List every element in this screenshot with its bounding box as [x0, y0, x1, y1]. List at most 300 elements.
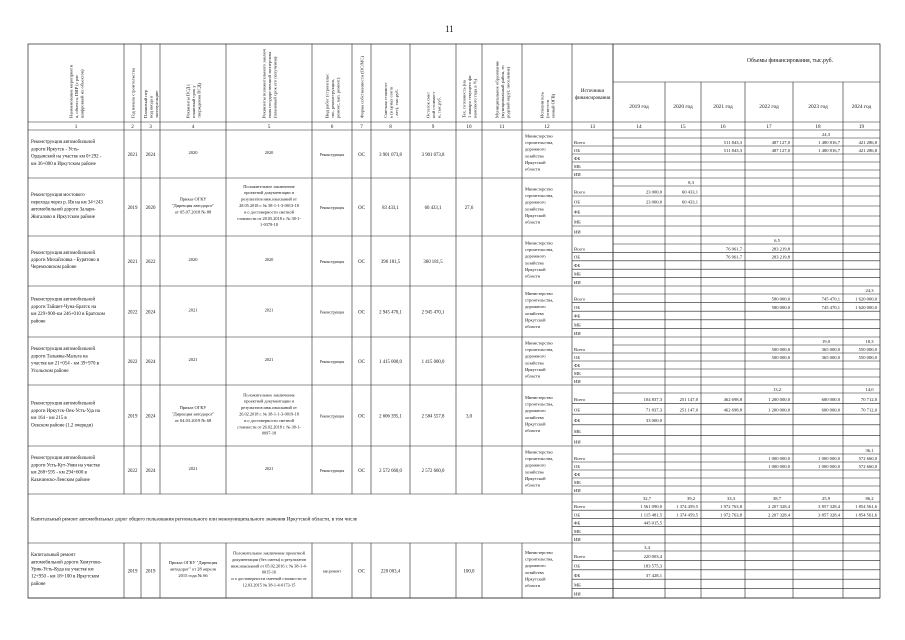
regional-budget-value: 580 000,0: [771, 305, 790, 311]
readiness: 3,0: [465, 414, 473, 420]
source-label: ФБ: [574, 263, 581, 269]
ownership: ОС: [358, 360, 365, 365]
column-header: Форма собственности (ОС/МС): [359, 55, 365, 118]
regional-budget-value: 2 207 328,4: [768, 512, 790, 518]
executor: области: [525, 324, 541, 329]
source-label: ОБ: [574, 148, 580, 153]
source-label: ИИ: [574, 330, 581, 336]
expertise-details: стоимости от 26.02.2018 г. № 38-1-: [237, 424, 301, 430]
work-type: Реконструкция: [319, 360, 345, 364]
column-header: Реквизиты положительного заключ: [261, 48, 267, 118]
executor: дорожного: [525, 253, 546, 259]
total-value: 1 480 816,7: [818, 140, 840, 145]
source-label: ФБ: [574, 313, 581, 319]
project-name: Казачинско-Ленском районе: [31, 477, 90, 483]
expertise-details: Положительное заключение проектной: [233, 550, 305, 556]
executor: хозяйства: [525, 153, 544, 159]
project-name: км 268+595 - км 294+600 в: [31, 470, 87, 476]
total-value: 1 374 459,5: [676, 504, 698, 510]
source-label: МБ: [574, 480, 581, 485]
project-name: Реконструкция мостового: [31, 193, 85, 199]
regional-budget-value: 76 961,7: [725, 254, 742, 260]
executor: хозяйства: [525, 469, 544, 475]
source-label: МБ: [574, 428, 581, 434]
regional-budget-value: 1 480 816,7: [818, 148, 840, 153]
column-number: 19: [858, 124, 865, 130]
source-label: ФБ: [574, 418, 581, 424]
column-number: 17: [766, 124, 772, 130]
ownership: ОС: [358, 206, 365, 211]
executor: дорожного: [525, 563, 546, 569]
column-header: Сметная стоимост: [383, 82, 388, 118]
executor: строительства,: [525, 297, 554, 303]
executor: строительства,: [525, 456, 554, 462]
source-label: ИИ: [574, 591, 581, 597]
source-label: МБ: [574, 322, 581, 328]
column-number: 6: [330, 124, 334, 130]
work-type: Реконструкция: [319, 153, 345, 157]
remaining-cost: 360 181,5: [423, 260, 443, 265]
source-label: Всего: [574, 396, 586, 402]
source-label: ФБ: [574, 209, 581, 215]
project-name: Урик-Усть-Куда на участке км: [31, 567, 94, 573]
project-name: Реконструкция автомобильной: [31, 401, 96, 407]
executor: хозяйства: [525, 360, 544, 366]
total-value: 2 207 328,4: [768, 504, 790, 510]
expertise-details: 2021: [264, 357, 274, 362]
work-type: Реконструкция: [319, 414, 345, 419]
executor: Иркутской: [525, 266, 546, 272]
total-value: 104 837,3: [643, 396, 662, 402]
executor: строительства,: [525, 193, 554, 199]
work-type: Реконструкция: [319, 310, 345, 315]
project-name: Реконструкция автомобильной: [31, 140, 96, 146]
ownership: ОС: [358, 569, 365, 575]
total-value: 421 286,8: [858, 140, 877, 145]
source-label: ОБ: [574, 199, 580, 205]
executor: строительства,: [525, 401, 554, 407]
column-number: 8: [389, 124, 392, 130]
start-year: 2019: [127, 206, 138, 211]
share-percent: 32,7: [642, 496, 652, 501]
year-header: 2020 год: [673, 104, 693, 110]
source-label: МБ: [574, 219, 581, 225]
source-label: ОБ: [574, 407, 580, 413]
source-label: МБ: [574, 164, 581, 169]
share-percent: 8,3: [688, 180, 694, 185]
share-percent: 24,3: [821, 132, 831, 137]
estimated-cost: 2 572 660,0: [379, 469, 402, 474]
column-number: 4: [191, 124, 195, 130]
expertise-details: 26.02.2018 г. № 38-1-1-3-0019-18: [239, 411, 299, 417]
column-header: (ответств: [545, 99, 550, 118]
project-name: км 164 - км 215 в: [31, 416, 67, 422]
column-header: нансового года в %): [472, 78, 478, 118]
column-header: . лет), тыс.руб.: [394, 89, 399, 118]
source-label: ИИ: [574, 229, 581, 235]
source-label: Всего: [574, 504, 586, 510]
total-value: 1 561 090,0: [640, 504, 662, 510]
source-label: ОБ: [574, 305, 580, 311]
column-header: я, объекта, ПИР (с рас: [74, 74, 79, 118]
regional-budget-value: 500 000,0: [771, 355, 790, 360]
source-label: Всего: [574, 296, 586, 302]
executor: дорожного: [525, 408, 546, 414]
work-type: Реконструкция: [319, 206, 345, 210]
remaining-cost: 60 433,1: [424, 206, 442, 211]
project-name: перехода через р. Ия на км 34+243: [31, 200, 103, 206]
regional-budget-value: 1 854 561,6: [855, 512, 877, 518]
source-label: ФБ: [574, 520, 581, 526]
remaining-cost: 1 415 000,0: [421, 360, 445, 365]
regional-budget-value: 1 972 763,8: [720, 512, 742, 518]
estimated-cost: 2 945 470,1: [379, 310, 402, 316]
executor: хозяйства: [525, 260, 544, 266]
source-label: МБ: [574, 271, 581, 277]
total-value: 1 000 000,0: [818, 456, 840, 461]
total-value: 220 003,4: [643, 554, 662, 560]
share-percent: 24,3: [865, 288, 874, 293]
start-year: 2019: [127, 569, 138, 575]
work-type: Реконструкция: [319, 469, 345, 473]
executor: Иркутской: [525, 576, 546, 582]
psd-details: 2021: [188, 307, 198, 313]
source-label: ИИ: [574, 536, 581, 542]
ownership: ОС: [358, 469, 365, 474]
executor: Министерство: [525, 340, 553, 346]
total-value: 1 200 000,0: [768, 396, 790, 402]
executor: области: [525, 482, 541, 488]
source-label: Всего: [574, 140, 586, 145]
column-header: ь (в ценах соотв: [388, 86, 394, 118]
start-year: 2019: [127, 414, 138, 420]
executor: строительства,: [525, 140, 554, 146]
executor: Министерство: [525, 550, 553, 555]
source-label: ИИ: [574, 172, 581, 177]
expertise-details: и о достоверности сметной: [244, 209, 294, 215]
expertise-details: 0015-16: [261, 569, 277, 575]
regional-budget-value: 71 837,3: [645, 407, 662, 413]
expertise-details: 2020: [264, 257, 274, 262]
remaining-cost: 2 584 557,8: [421, 414, 445, 420]
column-header: (муниципальный район, го: [500, 65, 505, 118]
source-label: МБ: [574, 582, 581, 588]
start-year: 2021: [127, 153, 138, 158]
estimated-cost: 3 901 073,8: [379, 153, 402, 158]
executor: Министерство: [525, 240, 553, 246]
total-value: 580 000,0: [771, 296, 790, 302]
share-percent: 38,7: [772, 496, 782, 501]
executor: дорожного: [525, 353, 546, 359]
regional-budget-value: 572 660,0: [858, 464, 877, 469]
total-value: 745 470,1: [821, 296, 840, 302]
executor: строительства,: [525, 347, 554, 353]
estimated-cost: 2 606 395,1: [379, 414, 402, 420]
funding-header: Объемы финансирования, тыс.руб.: [746, 58, 834, 64]
project-name: дороги Михайловка - Бурятово в: [31, 258, 100, 263]
estimated-cost: 396 181,5: [380, 260, 401, 265]
end-year: 2024: [145, 310, 156, 316]
executor: хозяйства: [525, 414, 544, 420]
total-value: 3 857 328,4: [818, 504, 840, 510]
project-name: автомобильной дороги Хомутово-: [31, 560, 102, 566]
project-name: 12+950 - км 18+100 в Иркутском: [31, 574, 100, 580]
column-header: 1 января текущего фи: [467, 75, 472, 118]
source-label: Всего: [574, 189, 586, 195]
year-header: 2021 год: [713, 104, 733, 110]
column-header: ремонт, кап. ремонт): [335, 77, 341, 118]
expertise-details: 2020: [264, 150, 274, 155]
project-name: дороги Иркутск-Оек-Усть-Уда на: [31, 408, 100, 414]
federal-budget-value: 37 428,1: [645, 572, 662, 578]
total-value: 550 000,0: [858, 347, 877, 352]
expertise-details: результатов инж.изысканий от: [241, 196, 297, 202]
psd-details: Приказ ОГКУ: [179, 404, 207, 410]
psd-details: 2020: [188, 257, 198, 262]
regional-budget-value: 23 000,0: [645, 199, 662, 205]
psd-details: 2021: [188, 466, 198, 471]
executor: Иркутской: [525, 421, 546, 427]
estimated-cost: 1 415 000,0: [379, 360, 402, 365]
year-header: 2019 год: [629, 104, 649, 110]
source-label: ИИ: [574, 379, 581, 384]
start-year: 2022: [127, 360, 138, 365]
regional-budget-value: 1 000 000,0: [818, 464, 840, 469]
column-header: Остаток смет: [425, 92, 431, 118]
expertise-details: 1-0378-18: [260, 222, 278, 228]
regional-budget-value: 60 433,1: [681, 199, 698, 205]
psd-details: "Дирекция автодорог": [171, 203, 215, 208]
share-percent: 25,9: [821, 496, 831, 501]
share-percent: 36,1: [865, 448, 874, 453]
remaining-cost: 2 945 470,1: [421, 310, 445, 316]
estimated-cost: 83 433,1: [382, 206, 399, 211]
start-year: 2022: [127, 310, 138, 316]
regional-budget-value: 1 374 459,5: [676, 512, 698, 518]
executor: Иркутской: [525, 159, 546, 165]
total-value: 487 127,0: [771, 140, 790, 145]
expertise-details: инж.изысканий от 05.02.2016 г. № 38-1-4-: [230, 563, 308, 569]
regional-budget-value: 1 000 000,0: [768, 464, 790, 469]
readiness: 100,0: [463, 569, 475, 575]
total-value: 600 000,0: [821, 396, 840, 402]
source-label: Всего: [574, 456, 586, 461]
regional-budget-value: 1 115 481,5: [640, 512, 662, 518]
project-name: дороги Тальяны-Мальта на: [31, 354, 88, 360]
ownership: ОС: [358, 153, 365, 158]
source-label: ОБ: [574, 512, 580, 518]
executor: дорожного: [525, 462, 546, 468]
remaining-cost: 2 572 660,0: [421, 469, 445, 474]
expertise-details: стоимости от 28.05.2018 г. № 38-1-: [237, 215, 301, 221]
federal-budget-value: 33 000,0: [645, 418, 662, 424]
column-header: енный ОГВ): [550, 93, 556, 118]
total-value: 1 620 000,0: [855, 296, 877, 302]
executor: Иркутской: [525, 317, 546, 323]
column-header: Год начала строительства: [130, 68, 136, 118]
expertise-details: документации (без сметы) и результатов: [232, 556, 306, 562]
expertise-details: 2021: [264, 466, 274, 471]
source-label: ОБ: [574, 563, 580, 569]
executor: дорожного: [525, 199, 546, 205]
total-value: 60 433,1: [681, 189, 698, 195]
expertise-details: Положительное заключение: [243, 392, 295, 398]
regional-budget-value: 511 843,3: [723, 148, 742, 153]
executor: Иркутской: [525, 212, 546, 218]
psd-details: Приказ ОГКУ: [179, 196, 207, 202]
regional-budget-value: 70 712,0: [860, 407, 877, 413]
executor: хозяйства: [525, 569, 544, 575]
psd-details: Приказ ОГКУ "Дирекция: [168, 559, 218, 565]
total-value: 1 972 763,8: [720, 504, 742, 510]
year-header: 2022 год: [759, 104, 779, 110]
column-number: 5: [267, 124, 271, 130]
source-label: ИИ: [574, 439, 581, 445]
psd-details: от 05.07.2018 № 88: [174, 209, 212, 215]
column-header: Плановый пер: [143, 89, 148, 118]
column-header: шифровкой их объектов): [79, 69, 85, 118]
end-year: 2019: [145, 569, 156, 575]
source-label: ФБ: [574, 363, 581, 368]
project-name: км 229+900-км 246+010 в Братском: [31, 312, 105, 318]
source-label: Всего: [574, 554, 586, 560]
project-name: дороги Усть-Кут-Уоян на участке: [31, 463, 100, 469]
share-percent: 19,0: [821, 339, 831, 344]
column-number: 1: [74, 124, 78, 130]
expertise-details: проектной документации и: [244, 190, 294, 196]
regional-budget-value: 251 147,0: [679, 407, 698, 413]
executor: области: [525, 373, 541, 379]
source-label: ФБ: [574, 472, 581, 477]
regional-budget-value: 462 698,8: [723, 407, 742, 413]
expertise-details: 0097-18: [261, 430, 277, 436]
end-year: 2024: [145, 414, 156, 420]
project-name: км 36+000 в Иркутском районе: [31, 161, 96, 167]
total-value: 462 698,8: [723, 396, 742, 402]
expertise-details: Положительное заключение: [243, 183, 295, 189]
total-value: 283 219,8: [771, 246, 790, 252]
total-value: 500 000,0: [771, 347, 790, 352]
psd-details: "Дирекция автодорог": [171, 411, 215, 417]
section-title: Капитальный ремонт автомобильных дорог общего пользования регионального или межмуниципального значения Иркутской области, в том числе: [31, 516, 358, 523]
project-name: Реконструкция автомобильной: [31, 297, 96, 303]
source-label: МБ: [574, 528, 581, 534]
year-header: 2024 год: [851, 104, 872, 110]
source-label: ИИ: [574, 488, 581, 493]
end-year: 2022: [145, 260, 156, 265]
column-header: иод ввода в: [148, 95, 154, 118]
column-header: тво, реконструкция,: [330, 79, 335, 118]
share-percent: 86,2: [865, 496, 874, 501]
regional-budget-value: 600 000,0: [821, 407, 840, 413]
executor: Иркутской: [525, 475, 546, 481]
column-header: плановый срок у: [191, 85, 196, 118]
column-header: ения государственной экспертизы: [267, 51, 272, 118]
expertise-details: 12.03.2015 № 38-1-4-0173-15: [242, 582, 296, 588]
psd-details: автодорог" от 28 апреля: [170, 566, 216, 572]
column-number: 3: [149, 124, 152, 130]
project-name: дороги Иркутск - Усть-: [31, 147, 80, 153]
share-percent: 6,5: [774, 238, 780, 243]
ownership: ОС: [358, 310, 365, 316]
total-value: 23 000,0: [645, 189, 662, 195]
project-name: автомобильной дороги Заларн-: [31, 207, 96, 213]
regional-budget-value: 1 620 000,0: [855, 305, 877, 311]
executor: области: [525, 273, 541, 279]
share-percent: 14,0: [865, 387, 874, 392]
executor: хозяйства: [525, 310, 544, 316]
sources-header: финансирования: [574, 96, 611, 101]
column-number: 11: [499, 124, 505, 130]
psd-details: 2021: [188, 357, 198, 362]
share-percent: 33,3: [726, 496, 736, 501]
column-number: 13: [589, 124, 596, 130]
executor: Иркутской: [525, 366, 546, 372]
share-percent: 18,3: [865, 339, 874, 344]
column-header: Исполнитель: [539, 92, 545, 118]
end-year: 2020: [145, 206, 156, 211]
column-header: эксплуатацию: [154, 90, 159, 118]
source-label: МБ: [574, 371, 581, 376]
executor: области: [525, 166, 541, 172]
year-header: 2023 год: [808, 104, 828, 110]
column-header: Муниципальное образование: [494, 60, 500, 118]
regional-budget-value: 487 127,0: [771, 148, 790, 153]
expertise-details: 28.05.2018 г. № 38-1-1-3-0013-18: [239, 203, 299, 208]
executor: дорожного: [525, 146, 546, 152]
project-name: участке км 21+054 - км 39+970 в: [31, 361, 99, 367]
regional-budget-value: 745 470,1: [821, 305, 840, 311]
executor: области: [525, 428, 541, 433]
column-header: Тех. готовность (на: [461, 80, 467, 118]
executor: области: [525, 583, 541, 588]
estimated-cost: 220 003,4: [380, 569, 401, 575]
source-label: Всего: [574, 347, 586, 352]
project-name: Капитальный ремонт: [31, 553, 76, 559]
regional-budget-value: 1 200 000,0: [768, 407, 790, 413]
psd-details: 2015 года № 66: [178, 573, 208, 579]
regional-budget-value: 3 857 328,4: [818, 512, 840, 518]
start-year: 2022: [127, 469, 138, 474]
total-value: 251 147,0: [679, 396, 698, 402]
column-number: 15: [680, 124, 686, 130]
work-type: Реконструкция: [319, 260, 345, 264]
total-value: 76 961,7: [725, 246, 742, 252]
project-name: Черемховском районе: [31, 265, 77, 271]
source-label: ОБ: [574, 464, 580, 469]
share-percent: 3,4: [644, 545, 650, 550]
total-value: 511 843,3: [723, 140, 742, 145]
executor: строительства,: [525, 247, 554, 253]
project-name: Ордынский на участке км 0+292 -: [31, 154, 102, 160]
executor: Министерство: [525, 291, 553, 296]
column-number: 10: [466, 124, 472, 130]
executor: хозяйства: [525, 206, 544, 212]
column-number: 7: [360, 124, 363, 130]
column-number: 18: [815, 124, 821, 130]
source-label: Всего: [574, 246, 586, 252]
project-name: районе: [31, 319, 46, 325]
total-value: 1 854 561,6: [855, 504, 877, 510]
source-label: ФБ: [574, 572, 581, 578]
federal-budget-value: 445 015,5: [643, 520, 662, 526]
project-name: дороги Тайшет-Чуна-Братск на: [31, 304, 97, 310]
project-name: Реконструкция автомобильной: [31, 347, 96, 353]
executor: области: [525, 219, 541, 225]
project-name: Жигалово в Иркутском районе: [31, 214, 95, 220]
column-header: Вид работ (строительс: [324, 73, 330, 118]
regional-budget-value: 550 000,0: [858, 355, 877, 360]
